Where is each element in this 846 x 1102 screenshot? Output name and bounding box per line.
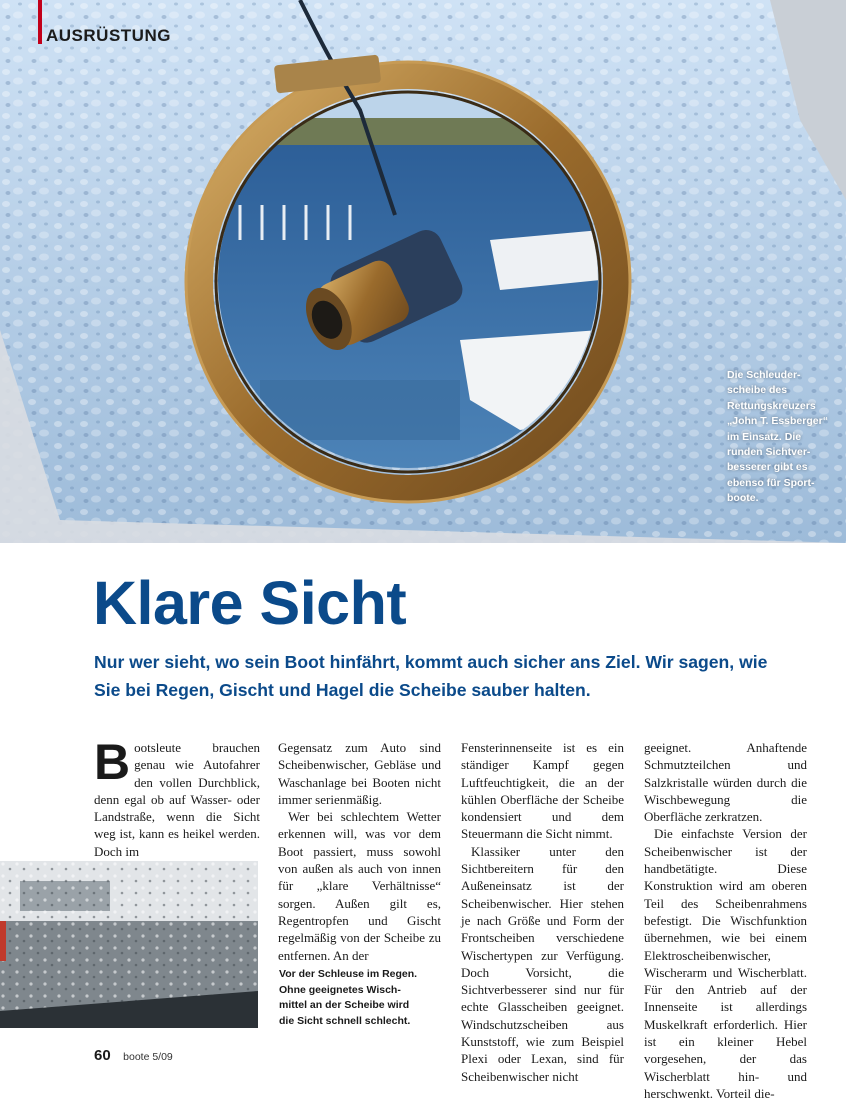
- body-paragraph: Gegensatz zum Auto sind Scheibenwischer, Gebläse und Waschanlage bei Booten nicht immer serienmäßig.: [278, 740, 441, 807]
- section-marker: [38, 0, 42, 44]
- article-title: Klare Sicht: [93, 569, 407, 637]
- inset-caption-line: mittel an der Scheibe wird: [279, 999, 410, 1012]
- drop-cap: B: [94, 734, 131, 790]
- text-column-1: [94, 734, 260, 860]
- hero-caption-line: besserer gibt es: [727, 461, 808, 474]
- hero-caption: [727, 368, 839, 507]
- inset-caption-line: Vor der Schleuse im Regen.: [279, 968, 418, 980]
- magazine-issue: boote 5/09: [123, 1051, 173, 1063]
- text-column-3: [461, 739, 624, 1085]
- text-column-2: [278, 739, 441, 964]
- body-paragraph: Klassiker unter den Sichtbereitern für den Außeneinsatz ist der Scheibenwischer. Hier stehen je nach Größe und Form der Frontscheiben verschiedene Wischertypen zur Verfügung. Doch Vorsicht, die Sichtverbesserer sind nur für echte Glasscheiben geeignet. Windschutzscheiben aus Kunststoff, wie zum Beispiel Plexi oder Lexan, sind für Scheibenwischer nicht: [461, 843, 624, 1084]
- body-paragraph: Fensterinnenseite ist es ein ständiger Kampf gegen Luftfeuchtigkeit, die an der kühlen Oberfläche der Scheibe kondensiert und dem Steuermann die Sicht nimmt.: [461, 740, 624, 842]
- hero-caption-line: ebenso für Sport-: [727, 476, 815, 489]
- text-column-4: [644, 739, 807, 1102]
- hero-caption-line: im Einsatz. Die: [727, 430, 802, 443]
- inset-caption: [279, 967, 439, 1029]
- body-paragraph: Wer bei schlechtem Wetter erkennen will, was vor dem Boot passiert, muss sowohl von außen als auch von innen für „klare Verhältnisse“ sorgen. Außen gilt es, Regentropfen und Gischt regelmäßig von der Scheibe zu entfernen. An der: [278, 809, 441, 963]
- inset-caption-line: die Sicht schnell schlecht.: [279, 1014, 411, 1027]
- body-paragraph: geeignet. Anhaftende Schmutzteilchen und Salzkristalle würden durch die Wischbewegung die Oberfläche zerkratzen.: [644, 740, 807, 825]
- clear-view-screen-illustration: [0, 0, 846, 543]
- page-number: 60: [94, 1047, 111, 1064]
- article-lead: Nur wer sieht, wo sein Boot hinfährt, kommt auch sicher ans Ziel. Wir sagen, wie Sie bei Regen, Gischt und Hagel die Scheibe sauber halten.: [94, 652, 768, 700]
- rain-window-illustration: [0, 861, 258, 1028]
- body-paragraph: ootsleute brauchen genau wie Autofahrer den vollen Durchblick, denn egal ob auf Wasser- oder Landstraße, wenn die Sicht weg ist, kann es heikel werden. Doch im: [94, 740, 260, 859]
- inset-caption-line: Ohne geeignetes Wisch-: [279, 983, 401, 996]
- section-label: AUSRÜSTUNG: [46, 26, 171, 45]
- hero-caption-line: scheibe des: [727, 384, 788, 397]
- hero-caption-line: Rettungskreuzers: [727, 399, 816, 412]
- page-footer: [94, 1047, 173, 1065]
- hero-caption-line: „John T. Essberger“: [727, 415, 828, 428]
- body-paragraph: Die einfachste Version der Scheibenwischer ist der handbetätigte. Diese Konstruktion wird am oberen Teil des Scheibenrahmens befestigt. Die Wischfunktion übernehmen, wie bei einem Elektroscheibenwischer, Wischerarm und Wischerblatt. Für den Antrieb auf der Innenseite ist allerdings Muskelkraft erforderlich. Hier ist ein kleiner Hebel vorgesehen, der das Wischerblatt hin- und herschwenkt. Vorteil die-: [644, 826, 807, 1101]
- hero-photo: [0, 0, 846, 543]
- hero-caption-line: runden Sichtver-: [727, 446, 811, 459]
- hero-caption-line: boote.: [727, 492, 759, 505]
- hero-caption-line: Die Schleuder-: [727, 369, 801, 381]
- inset-photo-rainy-window: [0, 861, 258, 1028]
